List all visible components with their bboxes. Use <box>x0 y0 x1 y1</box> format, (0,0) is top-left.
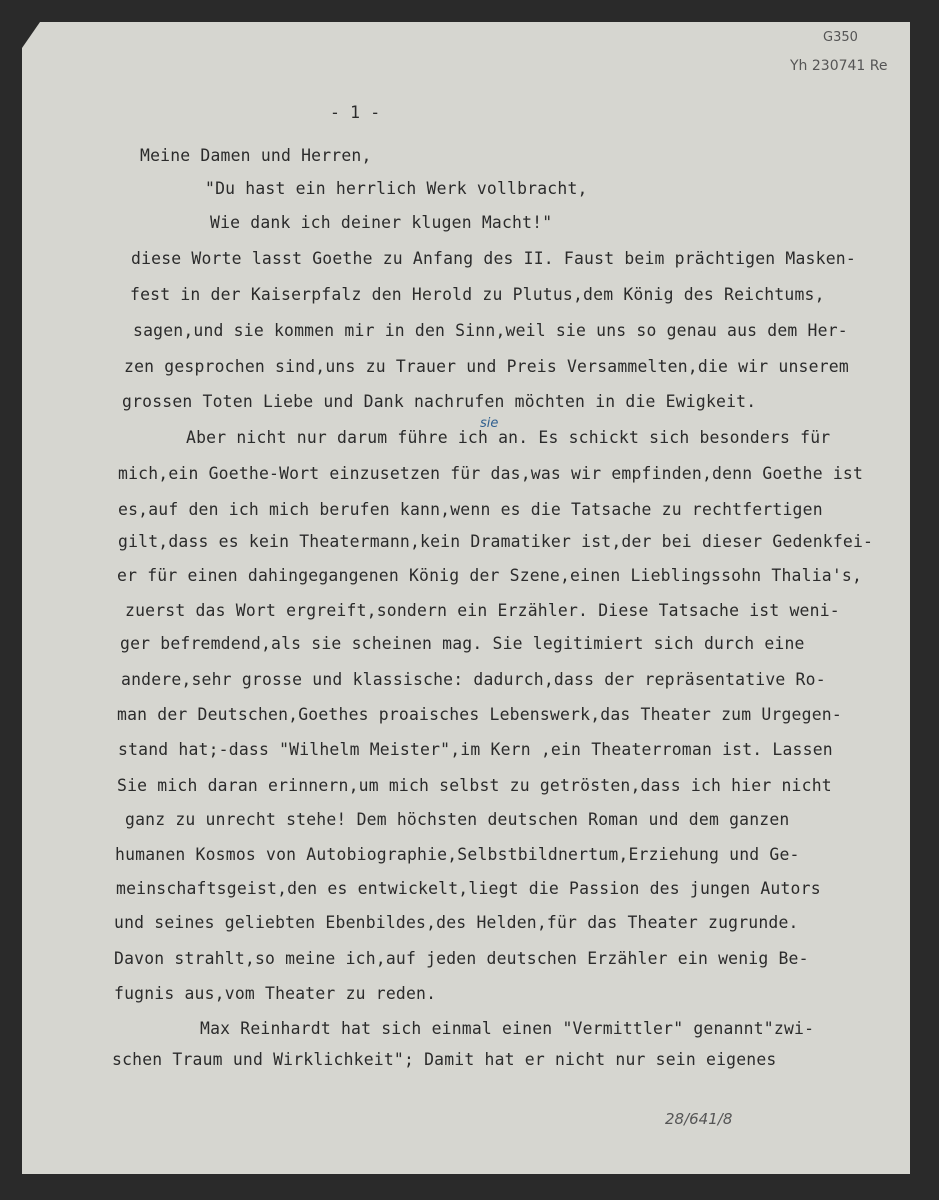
text-line: diese Worte lasst Goethe zu Anfang des II. Faust beim prächtigen Masken- <box>131 249 856 268</box>
text-line: es,auf den ich mich berufen kann,wenn es die Tatsache zu rechtfertigen <box>118 500 823 519</box>
handwritten-insertion: sie <box>480 416 499 431</box>
text-line: zuerst das Wort ergreift,sondern ein Erzähler. Diese Tatsache ist weni- <box>125 601 840 620</box>
text-line: grossen Toten Liebe und Dank nachrufen möchten in die Ewigkeit. <box>122 392 757 411</box>
archive-annotation-code: G350 <box>823 30 858 45</box>
text-line: sagen,und sie kommen mir in den Sinn,weil sie uns so genau aus dem Her- <box>133 321 848 340</box>
archive-annotation-folio: 28/641/8 <box>665 1110 733 1128</box>
text-line: zen gesprochen sind,uns zu Trauer und Preis Versammelten,die wir unserem <box>124 357 849 376</box>
text-line: mich,ein Goethe-Wort einzusetzen für das,was wir empfinden,denn Goethe ist <box>118 464 864 483</box>
text-line: fugnis aus,vom Theater zu reden. <box>114 984 437 1003</box>
text-line: humanen Kosmos von Autobiographie,Selbstbildnertum,Erziehung und Ge- <box>115 845 800 864</box>
text-line: man der Deutschen,Goethes proaisches Lebenswerk,das Theater zum Urgegen- <box>117 705 842 724</box>
text-line: er für einen dahingegangenen König der Szene,einen Lieblingssohn Thalia's, <box>117 566 863 585</box>
text-line: Davon strahlt,so meine ich,auf jeden deutschen Erzähler ein wenig Be- <box>114 949 809 968</box>
text-line: Aber nicht nur darum führe ich an. Es schickt sich besonders für <box>186 428 831 447</box>
text-line: stand hat;-dass "Wilhelm Meister",im Kern ,ein Theaterroman ist. Lassen <box>118 740 833 759</box>
text-line: Sie mich daran erinnern,um mich selbst zu getrösten,dass ich hier nicht <box>117 776 832 795</box>
archive-annotation-shelfmark: Yh 230741 Re <box>790 58 888 74</box>
page-number: - 1 - <box>330 103 381 122</box>
text-line: "Du hast ein herrlich Werk vollbracht, <box>205 179 588 198</box>
text-line: und seines geliebten Ebenbildes,des Helden,für das Theater zugrunde. <box>114 913 799 932</box>
text-line: Max Reinhardt hat sich einmal einen "Vermittler" genannt"zwi- <box>200 1019 815 1038</box>
text-line: andere,sehr grosse und klassische: dadurch,dass der repräsentative Ro- <box>121 670 826 689</box>
text-line: meinschaftsgeist,den es entwickelt,liegt die Passion des jungen Autors <box>116 879 821 898</box>
text-line: gilt,dass es kein Theatermann,kein Dramatiker ist,der bei dieser Gedenkfei- <box>118 532 874 551</box>
text-line: schen Traum und Wirklichkeit"; Damit hat er nicht nur sein eigenes <box>112 1050 777 1069</box>
text-line: ganz zu unrecht stehe! Dem höchsten deutschen Roman und dem ganzen <box>125 810 790 829</box>
text-line: fest in der Kaiserpfalz den Herold zu Plutus,dem König des Reichtums, <box>130 285 825 304</box>
text-line: Wie dank ich deiner klugen Macht!" <box>210 213 553 232</box>
text-line: Meine Damen und Herren, <box>140 146 372 165</box>
text-line: ger befremdend,als sie scheinen mag. Sie legitimiert sich durch eine <box>120 634 805 653</box>
